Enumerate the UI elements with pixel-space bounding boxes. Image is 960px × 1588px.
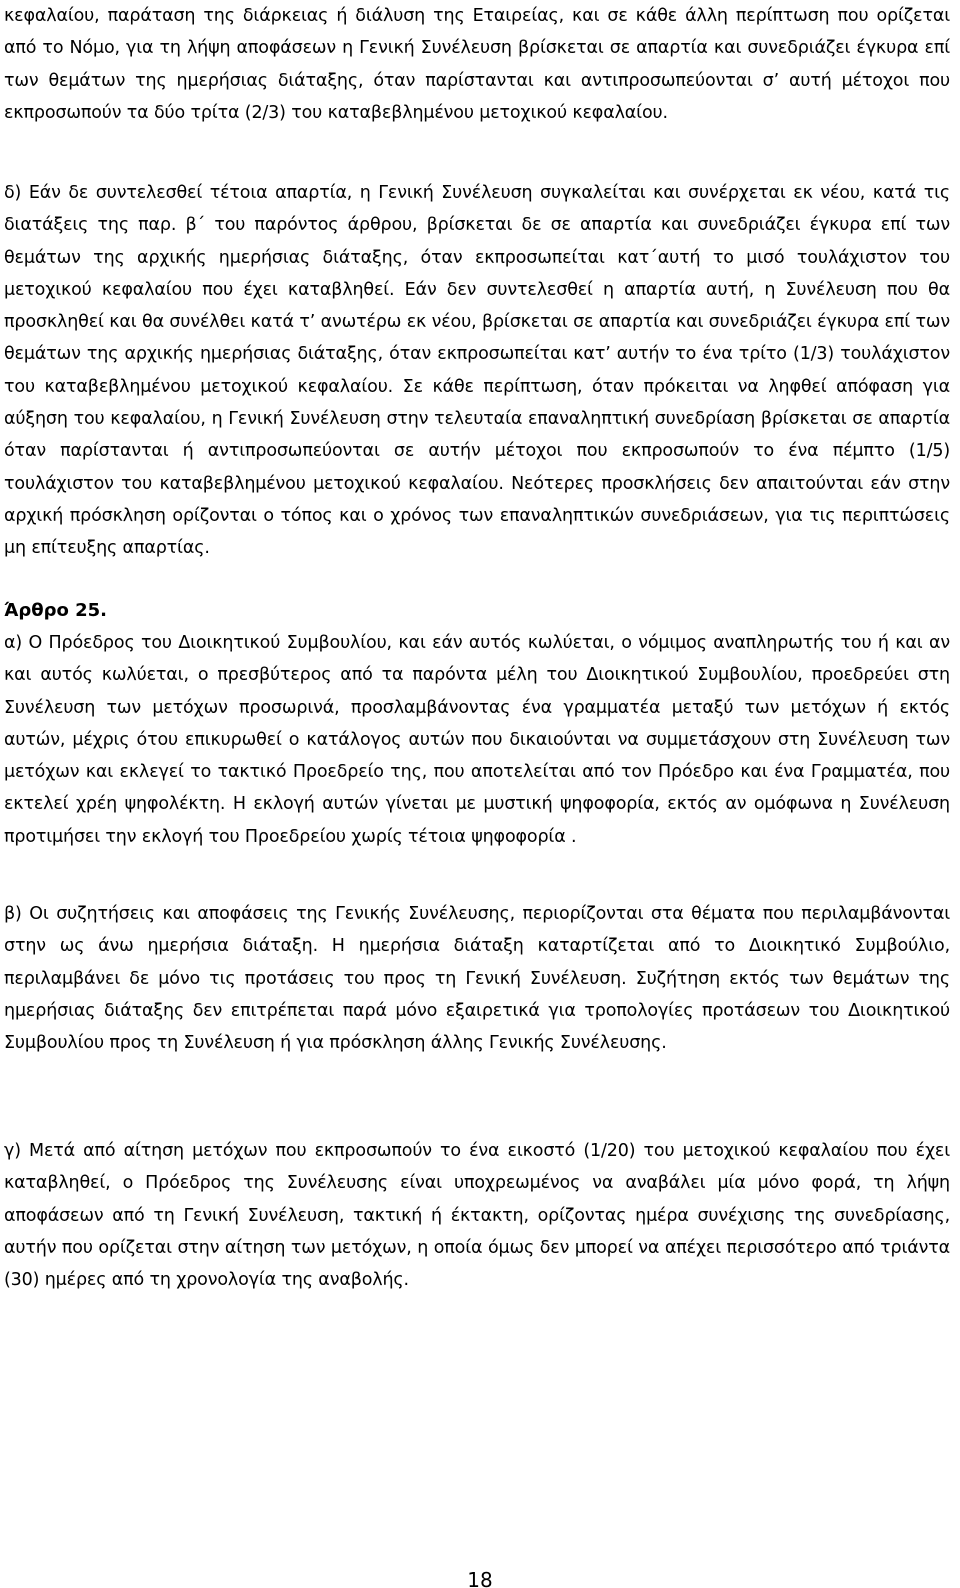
article-heading: Άρθρο 25. bbox=[4, 600, 108, 621]
paragraph-alpha: α) Ο Πρόεδρος του Διοικητικού Συμβουλίου, και εάν αυτός κωλύεται, ο νόμιμος αναπληρωτής του ή και αν και αυτός κωλύεται, ο πρεσβύτερος από τα παρόντα μέλη του Διοικητικού Συμβουλίου, προεδρεύει στη Συνέλευση των μετόχων προσωρινά, προσλαμβάνοντας ένα γραμματέα μεταξύ των μετόχων ή εκτός αυτών, μέχρις ότου επικυρωθεί ο κατάλογος αυτών που δικαιούνται να συμμετάσχουν στη Συνέλευση των μετόχων και εκλεγεί το τακτικό Προεδρείο της, που αποτελείται από τον Πρόεδρο και ένα Γραμματέα, που εκτελεί χρέη ψηφολέκτη. Η εκλογή αυτών γίνεται με μυστική ψηφοφορία, εκτός αν ομόφωνα η Συνέλευση προτιμήσει την εκλογή του Προεδρείου χωρίς τέτοια ψηφοφορία . bbox=[4, 633, 950, 847]
page-number: 18 bbox=[467, 1568, 493, 1588]
paragraph-gamma: γ) Μετά από αίτηση μετόχων που εκπροσωπούν το ένα εικοστό (1/20) του μετοχικού κεφαλαίου που έχει καταβληθεί, ο Πρόεδρος της Συνέλευσης είναι υποχρεωμένος να αναβάλει μία μόνο φορά, τη λήψη αποφάσεων από τη Γενική Συνέλευση, τακτική ή έκτακτη, ορίζοντας ημέρα συνέχισης της συνεδρίασης, αυτήν που ορίζεται στην αίτηση των μετόχων, η οποία όμως δεν μπορεί να απέχει περισσότερο από τριάντα (30) ημέρες από τη χρονολογία της αναβολής. bbox=[4, 1141, 950, 1291]
paragraph-continuation: κεφαλαίου, παράταση της διάρκειας ή διάλυση της Εταιρείας, και σε κάθε άλλη περίπτωση που ορίζεται από το Νόμο, για τη λήψη αποφάσεων η Γενική Συνέλευση βρίσκεται σε απαρτία και συνεδριάζει έγκυρα επί των θεμάτων της ημερήσιας διάταξης, όταν παρίστανται και αντιπροσωπεύονται σ’ αυτή μέτοχοι που εκπροσωπούν τα δύο τρίτα (2/3) του καταβεβλημένου μετοχικού κεφαλαίου. bbox=[4, 6, 950, 123]
paragraph-beta: β) Οι συζητήσεις και αποφάσεις της Γενικής Συνέλευσης, περιορίζονται στα θέματα που περιλαμβάνονται στην ως άνω ημερήσια διάταξη. Η ημερήσια διάταξη καταρτίζεται από το Διοικητικό Συμβούλιο, περιλαμβάνει δε μόνο τις προτάσεις του προς τη Γενική Συνέλευση. Συζήτηση εκτός των θεμάτων της ημερήσιας διάταξης δεν επιτρέπεται παρά μόνο εξαιρετικά για τροπολογίες προτάσεων του Διοικητικού Συμβουλίου προς τη Συνέλευση ή για πρόσκληση άλλης Γενικής Συνέλευσης. bbox=[4, 904, 950, 1054]
paragraph-delta: δ) Εάν δε συντελεσθεί τέτοια απαρτία, η Γενική Συνέλευση συγκαλείται και συνέρχεται εκ νέου, κατά τις διατάξεις της παρ. β΄ του παρόντος άρθρου, βρίσκεται δε σε απαρτία και συνεδριάζει έγκυρα επί των θεμάτων της αρχικής ημερήσιας διάταξης, όταν εκπροσωπείται κατ΄αυτή το μισό τουλάχιστον του μετοχικού κεφαλαίου που έχει καταβληθεί. Εάν δεν συντελεσθεί η απαρτία αυτή, η Συνέλευση που θα προσκληθεί και θα συνέλθει κατά τ’ ανωτέρω εκ νέου, βρίσκεται σε απαρτία και συνεδριάζει έγκυρα επί των θεμάτων της αρχικής ημερήσιας διάταξης, όταν εκπροσωπείται κατ’ αυτήν το ένα τρίτο (1/3) τουλάχιστον του καταβεβλημένου μετοχικού κεφαλαίου. Σε κάθε περίπτωση, όταν πρόκειται να ληφθεί απόφαση για αύξηση του κεφαλαίου, η Γενική Συνέλευση στην τελευταία επαναληπτική συνεδρίαση βρίσκεται σε απαρτία όταν παρίστανται ή αντιπροσωπεύονται σε αυτήν μέτοχοι που εκπροσωπούν το ένα πέμπτο (1/5) τουλάχιστον του καταβεβλημένου μετοχικού κεφαλαίου. Νεότερες προσκλήσεις δεν απαιτούνται εάν στην αρχική πρόσκληση ορίζονται ο τόπος και ο χρόνος των επαναληπτικών συνεδριάσεων, για τις περιπτώσεις μη επίτευξης απαρτίας. bbox=[4, 183, 950, 559]
